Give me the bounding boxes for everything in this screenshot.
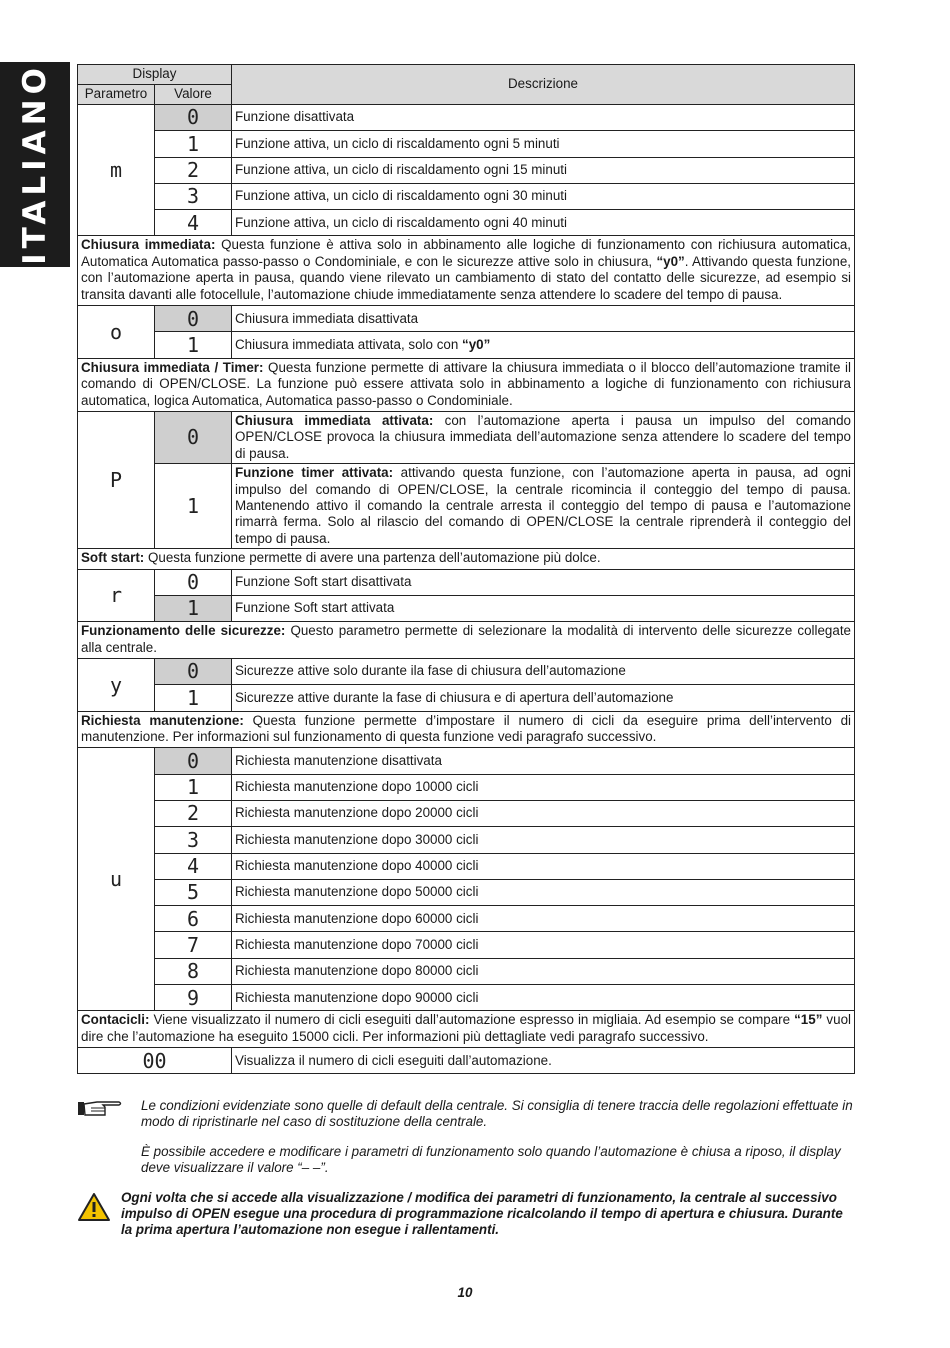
value-text: con l’automazione aperta i pausa un impulso del comando OPEN/CLOSE provoca la chiusura immediata dell’automazione senza attendere lo scadere del tempo di pausa. [235,412,851,461]
value-description: Richiesta manutenzione disattivata [232,748,855,774]
table-row [78,105,855,131]
header-valore: Valore [155,85,232,105]
value-description [232,411,855,463]
value-description: Richiesta manutenzione dopo 10000 cicli [232,774,855,800]
section-description [78,358,855,411]
value-code: 00 [78,1048,232,1074]
value-code: 0 [155,658,232,684]
value-description [232,332,855,358]
note-text: Le condizioni evidenziate sono quelle di default della centrale. Si consiglia di tenere traccia delle regolazioni effettuate in modo di ripristinarle nel caso di sostituzione della centrale. [141,1098,853,1130]
value-code-inline: “y0” [462,336,491,352]
page-number: 10 [457,1285,473,1300]
value-description: Funzione attiva, un ciclo di riscaldamento ogni 5 minuti [232,131,855,157]
section-header-row [78,549,855,569]
table-row [78,932,855,958]
section-text: Questa funzione permette di attivare la chiusura immediata o il blocco dell’automazione tramite il comando di OPEN/CLOSE. La funzione può essere attivata solo in abbinamento a logiche di funzionamento con richiusura automatica, logica Automatica, Automatica passo-passo o Condominiale. [81,359,851,408]
table-row [78,210,855,236]
section-description [78,622,855,659]
value-code: 0 [155,411,232,463]
language-tab [0,62,70,267]
table-row [78,958,855,984]
value-code: 2 [155,157,232,183]
value-description: Richiesta manutenzione dopo 80000 cicli [232,958,855,984]
value-description [232,464,855,549]
section-title: Contacicli: [81,1012,150,1028]
section-header-row [78,622,855,659]
section-header-row [78,358,855,411]
value-code: 0 [155,306,232,332]
param-code: u [78,748,155,1011]
value-description: Richiesta manutenzione dopo 50000 cicli [232,879,855,905]
value-description: Funzione attiva, un ciclo di riscaldamento ogni 30 minuti [232,183,855,209]
section-header-row [78,236,855,306]
value-code: 1 [155,595,232,621]
notes-section [77,1098,855,1239]
section-code: “15” [794,1012,823,1028]
value-description: Richiesta manutenzione dopo 60000 cicli [232,906,855,932]
section-text: vuol dire che l’automazione ha eseguito 15000 cicli. Per informazioni più dettagliate vedi paragrafo successivo. [81,1012,851,1044]
value-code: 4 [155,853,232,879]
value-description: Funzione Soft start attivata [232,595,855,621]
section-text: Questa funzione permette di avere una partenza dell’automazione più dolce. [144,550,601,566]
section-title: Chiusura immediata: [81,237,216,253]
param-code: P [78,411,155,548]
header-parametro: Parametro [78,85,155,105]
section-title: Soft start: [81,550,145,566]
value-code: 4 [155,210,232,236]
table-row [78,569,855,595]
value-code: 6 [155,906,232,932]
table-row [78,306,855,332]
value-description: Richiesta manutenzione dopo 70000 cicli [232,932,855,958]
note-access [77,1144,855,1177]
param-code: o [78,306,155,359]
value-description: Chiusura immediata disattivata [232,306,855,332]
value-code: 0 [155,748,232,774]
section-title: Richiesta manutenzione: [81,712,244,728]
section-text: Questa funzione permette d’impostare il numero di cicli da eseguire prima dell’intervento di manutenzione. Per informazioni sul funzionamento di questa funzione vedi paragrafo successivo. [81,712,851,744]
value-code: 1 [155,464,232,549]
note-text: Ogni volta che si accede alla visualizzazione / modifica dei parametri di funzionamento, la centrale al successivo impulso di OPEN esegue una procedura di programmazione ricalcolando il tempo di apertura e chiusura. Durante la prima apertura l’automazione non esegue i rallentamenti. [121,1189,843,1238]
value-code: 3 [155,827,232,853]
value-description: Visualizza il numero di cicli eseguiti dall’automazione. [232,1048,855,1074]
table-row [78,985,855,1011]
table-row [78,879,855,905]
value-description: Sicurezze attive durante la fase di chiusura e di apertura dell’automazione [232,685,855,711]
param-code: m [78,105,155,236]
table-row [78,332,855,358]
value-code: 2 [155,800,232,826]
value-code: 1 [155,332,232,358]
table-row [78,411,855,463]
value-code: 1 [155,774,232,800]
section-description [78,711,855,748]
table-row [78,906,855,932]
section-code: “y0” [656,253,685,269]
table-row [78,827,855,853]
value-code: 3 [155,183,232,209]
value-description: Funzione attiva, un ciclo di riscaldamento ogni 40 minuti [232,210,855,236]
section-text: Questa funzione è attiva solo in abbinamento alle logiche di funzionamento con richiusura automatica, Automatica Automatica passo-passo o Condominiale, e con le sicurezze attive solo in chiusura, [81,237,852,269]
warning-icon [77,1192,111,1222]
value-description: Funzione disattivata [232,105,855,131]
table-row [78,464,855,549]
section-header-row [78,711,855,748]
table-row [78,183,855,209]
param-code: y [78,658,155,711]
value-code: 8 [155,958,232,984]
parameters-table [77,64,855,1074]
value-description: Funzione Soft start disattivata [232,569,855,595]
section-description [78,1011,855,1048]
value-code: 1 [155,685,232,711]
value-description: Sicurezze attive solo durante ila fase di chiusura dell’automazione [232,658,855,684]
param-code: r [78,569,155,622]
header-descrizione: Descrizione [232,65,855,105]
table-row [78,800,855,826]
value-code: 1 [155,131,232,157]
note-warning [77,1190,855,1239]
value-title: Funzione timer attivata: [235,465,394,481]
value-code: 0 [155,105,232,131]
section-text: Viene visualizzato il numero di cicli eseguiti dall’automazione espresso in migliaia. Ad esempio se compare [149,1012,795,1028]
table-row [78,748,855,774]
section-text: Questo parametro permette di selezionare la modalità di intervento delle sicurezze collegate alla centrale. [81,623,851,655]
table-row [78,131,855,157]
value-description: Funzione attiva, un ciclo di riscaldamento ogni 15 minuti [232,157,855,183]
value-description: Richiesta manutenzione dopo 90000 cicli [232,985,855,1011]
value-code: 9 [155,985,232,1011]
value-title: Chiusura immediata attivata: [235,412,434,428]
section-title: Chiusura immediata / Timer: [81,359,264,375]
value-code: 0 [155,569,232,595]
table-row [78,853,855,879]
value-description: Richiesta manutenzione dopo 30000 cicli [232,827,855,853]
section-title: Funzionamento delle sicurezze: [81,623,286,639]
value-description: Richiesta manutenzione dopo 20000 cicli [232,800,855,826]
value-code: 7 [155,932,232,958]
section-description [78,236,855,306]
section-description [78,549,855,569]
section-header-row [78,1011,855,1048]
value-description: Richiesta manutenzione dopo 40000 cicli [232,853,855,879]
table-row [78,1048,855,1074]
value-text: attivando questa funzione, con l’automazione aperta in pausa, ad ogni impulso del comando di OPEN/CLOSE, la centrale ricomincia il conteggio del tempo di pausa. Mantenendo attivo il comando la centrale arresta il conteggio del tempo di pausa e l’automazione rimarrà ferma. Solo al rilascio del comando di OPEN/CLOSE la centrale riprenderà il conteggio del tempo di pausa. [235,465,852,546]
table-row [78,685,855,711]
table-row [78,774,855,800]
table-row [78,658,855,684]
header-display: Display [78,65,232,85]
value-text: Chiusura immediata attivata, solo con [235,336,463,352]
value-code: 5 [155,879,232,905]
section-text: . Attivando questa funzione, con l’automazione aperta in pausa, quando viene rilevato un cambiamento di stato del contatto delle sicurezze, ad esempio si transita davanti alle fotocellule, l’automazione chiude immediatamente senza attendere lo scadere del tempo di pausa. [81,253,851,302]
table-row [78,595,855,621]
note-default [77,1098,855,1131]
note-text: È possibile accedere e modificare i parametri di funzionamento solo quando l’automazione è chiusa a riposo, il display deve visualizzare il valore “– –”. [141,1143,841,1176]
table-row [78,157,855,183]
language-label: ITALIANO [17,63,53,265]
pointing-hand-icon [77,1098,123,1118]
